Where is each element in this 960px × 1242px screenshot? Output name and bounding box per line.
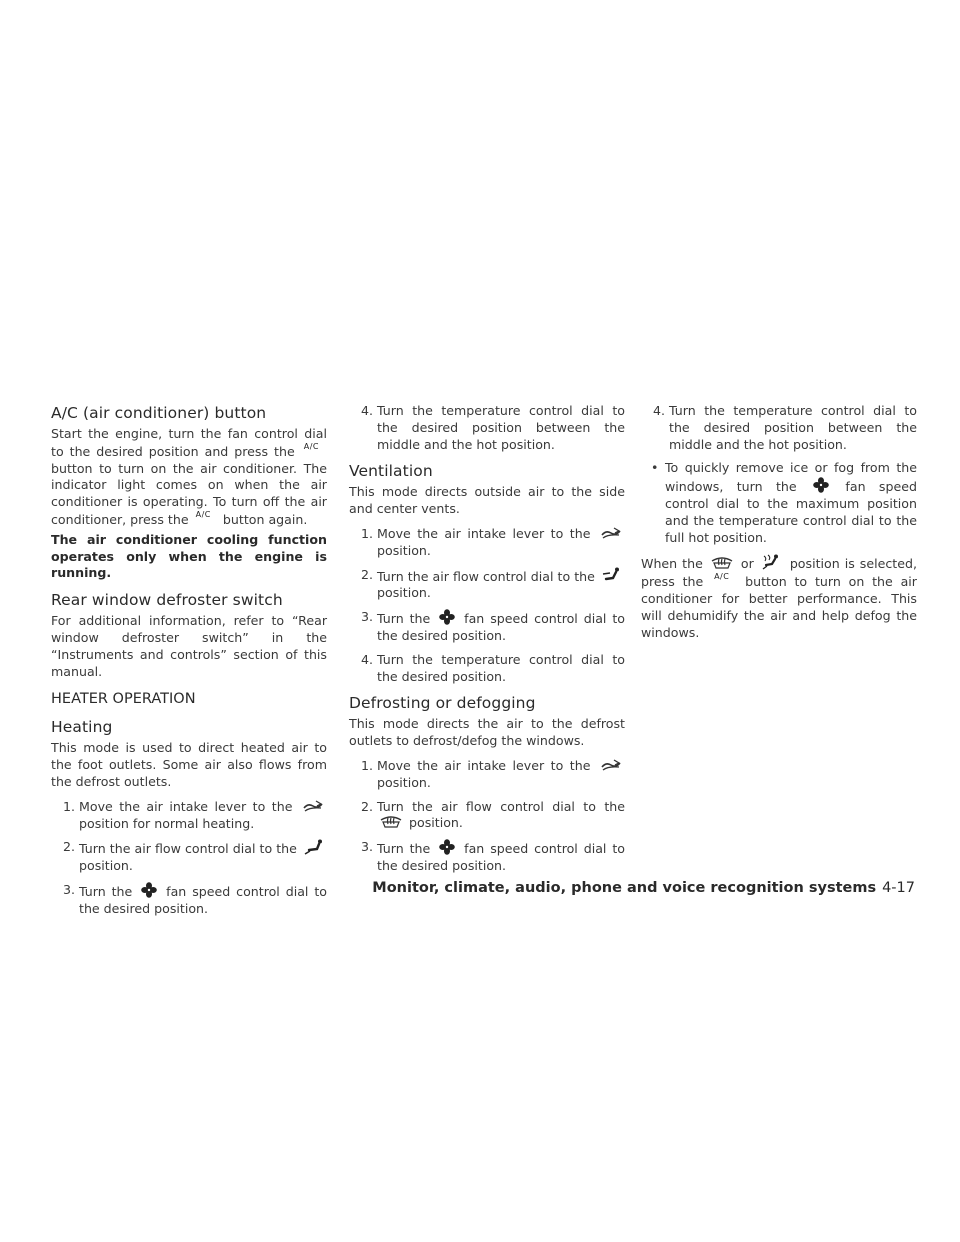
- defrost-step-1: 1. Move the air intake lever to the position.: [349, 758, 625, 792]
- column-3: [641, 403, 917, 644]
- fresh-air-intake-icon: [302, 799, 324, 813]
- quick-defog-tip: • To quickly remove ice or fog from the windows, turn the fan speed control dial to the maximum position and the temperature control dial to the full hot position.: [651, 460, 917, 545]
- column-1: [51, 398, 327, 925]
- heating-step-2: 2. Turn the air flow control dial to the position.: [51, 839, 327, 875]
- vent-step-4: 4. Turn the temperature control dial to the desired position.: [361, 651, 625, 684]
- rear-defroster-text: For additional information, refer to “Rear window defroster switch” in the “Instruments and controls” section of this manual.: [51, 613, 327, 679]
- heating-step-4: 4. Turn the temperature control dial to the desired position between the middle and the hot position.: [361, 403, 625, 452]
- footer-section-title: Monitor, climate, audio, phone and voice recognition systems: [372, 880, 877, 896]
- fan-icon: [439, 609, 455, 625]
- defrosting-heading: Defrosting or defogging: [349, 694, 536, 713]
- fresh-air-intake-icon: [600, 758, 622, 772]
- fan-icon: [141, 882, 157, 898]
- rear-defroster-heading: Rear window defroster switch: [51, 591, 283, 610]
- fan-icon: [439, 839, 455, 855]
- heater-operation-heading: HEATER OPERATION: [51, 691, 196, 708]
- dehumidify-paragraph: When the or position is selected, press the A/C button to turn on the air conditioner for better performance. This will dehumidify the air and help defog the windows.: [641, 556, 917, 640]
- page-footer: [372, 880, 915, 896]
- vent-step-1: 1. Move the air intake lever to the position.: [349, 526, 625, 560]
- heating-step-1: 1. Move the air intake lever to the position for normal heating.: [51, 799, 327, 833]
- ventilation-text: This mode directs outside air to the side and center vents.: [349, 484, 625, 517]
- ac-paragraph: Start the engine, turn the fan control dial to the desired position and press the A/C button to turn on the air conditioner. The indicator light comes on when the air conditioner is operating. To turn off the air conditioner, press the A/C button again.: [51, 426, 327, 527]
- ac-button-heading: A/C (air conditioner) button: [51, 404, 267, 422]
- vent-step-3: 3. Turn the fan speed control dial to the desired position.: [361, 609, 625, 643]
- ventilation-heading: Ventilation: [349, 462, 433, 481]
- ac-button-icon: A/C: [303, 441, 319, 451]
- defrost-icon: [380, 815, 402, 829]
- defrosting-text: This mode directs the air to the defrost outlets to defrost/defog the windows.: [349, 716, 625, 749]
- defrost-step-2: 2. Turn the air flow control dial to the position.: [361, 798, 625, 831]
- defrost-step-4: 4. Turn the temperature control dial to the desired position between the middle and the hot position.: [653, 403, 917, 452]
- foot-defrost-icon: [762, 554, 782, 570]
- fresh-air-intake-icon: [600, 526, 622, 540]
- ac-button-icon: A/C: [195, 509, 211, 519]
- ac-button-icon: A/C: [714, 572, 730, 582]
- foot-airflow-icon: [304, 839, 324, 855]
- heating-heading: Heating: [51, 718, 113, 737]
- defrost-icon: [711, 556, 733, 570]
- page-number: 4-17: [882, 880, 915, 896]
- heating-text: This mode is used to direct heated air to the foot outlets. Some air also flows from the defrost outlets.: [51, 740, 327, 789]
- column-2: [349, 403, 625, 882]
- face-airflow-icon: [602, 567, 622, 583]
- fan-icon: [813, 477, 829, 493]
- ac-note: The air conditioner cooling function operates only when the engine is running.: [51, 531, 327, 581]
- vent-step-2: 2. Turn the air flow control dial to the position.: [349, 567, 625, 603]
- defrost-step-3: 3. Turn the fan speed control dial to the desired position.: [361, 839, 625, 873]
- heating-step-3: 3. Turn the fan speed control dial to the desired position.: [63, 881, 327, 916]
